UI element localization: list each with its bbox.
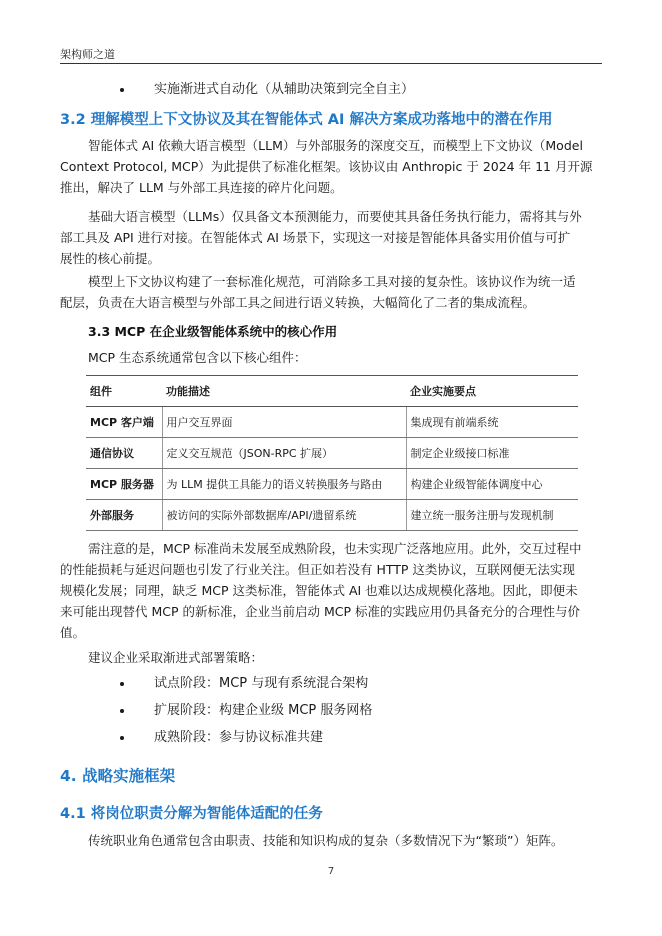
table-row (86, 407, 578, 438)
list-item-text: 成熟阶段：参与协议标准共建 (154, 730, 324, 745)
table-row (86, 500, 578, 531)
table-row (86, 438, 578, 469)
column-header: 企业实施要点 (406, 376, 578, 407)
bullet-icon (120, 736, 124, 740)
paragraph (60, 135, 604, 198)
running-header: 架构师之道 (60, 48, 115, 61)
paragraph-line: 配层，负责在大语言模型与外部工具之间进行语义转换，大幅简化了二者的集成流程。 (60, 295, 536, 310)
table-cell: 定义交互规范（JSON-RPC 扩展） (162, 438, 406, 469)
bullet-icon (120, 709, 124, 713)
section-heading-3-2: 3.2 理解模型上下文协议及其在智能体式 AI 解决方案成功落地中的潜在作用 (60, 112, 553, 128)
bullet-icon (120, 682, 124, 686)
strategy-intro: 建议企业采取渐进式部署策略： (88, 650, 264, 665)
paragraph: 传统职业角色通常包含由职责、技能和知识构成的复杂（多数情况下为“繁琐”）矩阵。 (88, 833, 564, 848)
mcp-components-table (86, 375, 578, 531)
paragraph-line: 规模化发展；同理，缺乏 MCP 这类标准，智能体式 AI 也难以达成规模化落地。因此，即便未 (60, 583, 578, 598)
paragraph (60, 271, 604, 313)
table-cell: 集成现有前端系统 (406, 407, 578, 438)
table-cell: MCP 客户端 (86, 407, 162, 438)
paragraph-line: 部工具及 API 进行对接。在智能体式 AI 场景下，实现这一对接是智能体具备实用价值与可扩 (60, 230, 571, 245)
list-item-text: 试点阶段：MCP 与现有系统混合架构 (154, 676, 369, 691)
table-cell: 外部服务 (86, 500, 162, 531)
column-header: 组件 (86, 376, 162, 407)
table-cell: 用户交互界面 (162, 407, 406, 438)
paragraph-line: 模型上下文协议构建了一套标准化规范，可消除多工具对接的复杂性。该协议作为统一适 (88, 274, 576, 289)
table-row (86, 469, 578, 500)
page-number: 7 (327, 866, 335, 877)
paragraph (60, 538, 604, 643)
section-heading-4-1: 4.1 将岗位职责分解为智能体适配的任务 (60, 806, 323, 822)
paragraph-line: 需注意的是，MCP 标准尚未发展至成熟阶段，也未实现广泛落地应用。此外，交互过程中 (88, 541, 582, 556)
table-cell: 制定企业级接口标准 (406, 438, 578, 469)
paragraph (60, 206, 604, 269)
paragraph-line: 值。 (60, 625, 86, 640)
section-heading-4: 4. 战略实施框架 (60, 767, 176, 785)
paragraph-line: 展性的核心前提。 (60, 251, 161, 266)
table-cell: MCP 服务器 (86, 469, 162, 500)
table-cell: 建立统一服务注册与发现机制 (406, 500, 578, 531)
list-item-text: 实施渐进式自动化（从辅助决策到完全自主） (154, 82, 415, 97)
paragraph-line: 的性能损耗与延迟问题也引发了行业关注。但正如若没有 HTTP 这类协议，互联网便无法实现 (60, 562, 575, 577)
paragraph-line: 推出，解决了 LLM 与外部工具连接的碎片化问题。 (60, 180, 343, 195)
bullet-icon (120, 88, 124, 92)
table-cell: 为 LLM 提供工具能力的语义转换服务与路由 (162, 469, 406, 500)
section-heading-3-3: 3.3 MCP 在企业级智能体系统中的核心作用 (88, 324, 338, 339)
header-divider (60, 63, 602, 64)
table-intro: MCP 生态系统通常包含以下核心组件： (88, 350, 307, 365)
paragraph-line: Context Protocol, MCP）为此提供了标准化框架。该协议由 Anthropic 于 2024 年 11 月开源 (60, 159, 593, 174)
table-cell: 被访问的实际外部数据库/API/遗留系统 (162, 500, 406, 531)
column-header: 功能描述 (162, 376, 406, 407)
table-cell: 通信协议 (86, 438, 162, 469)
list-item-text: 扩展阶段：构建企业级 MCP 服务网格 (154, 703, 373, 718)
paragraph-line: 来可能出现替代 MCP 的新标准，企业当前启动 MCP 标准的实践应用仍具备充分的合理性与价 (60, 604, 580, 619)
table-cell: 构建企业级智能体调度中心 (406, 469, 578, 500)
paragraph-line: 基础大语言模型（LLMs）仅具备文本预测能力，而要使其具备任务执行能力，需将其与外 (88, 209, 582, 224)
table-header-row (86, 376, 578, 407)
paragraph-line: 智能体式 AI 依赖大语言模型（LLM）与外部服务的深度交互，而模型上下文协议（Model (88, 138, 583, 153)
